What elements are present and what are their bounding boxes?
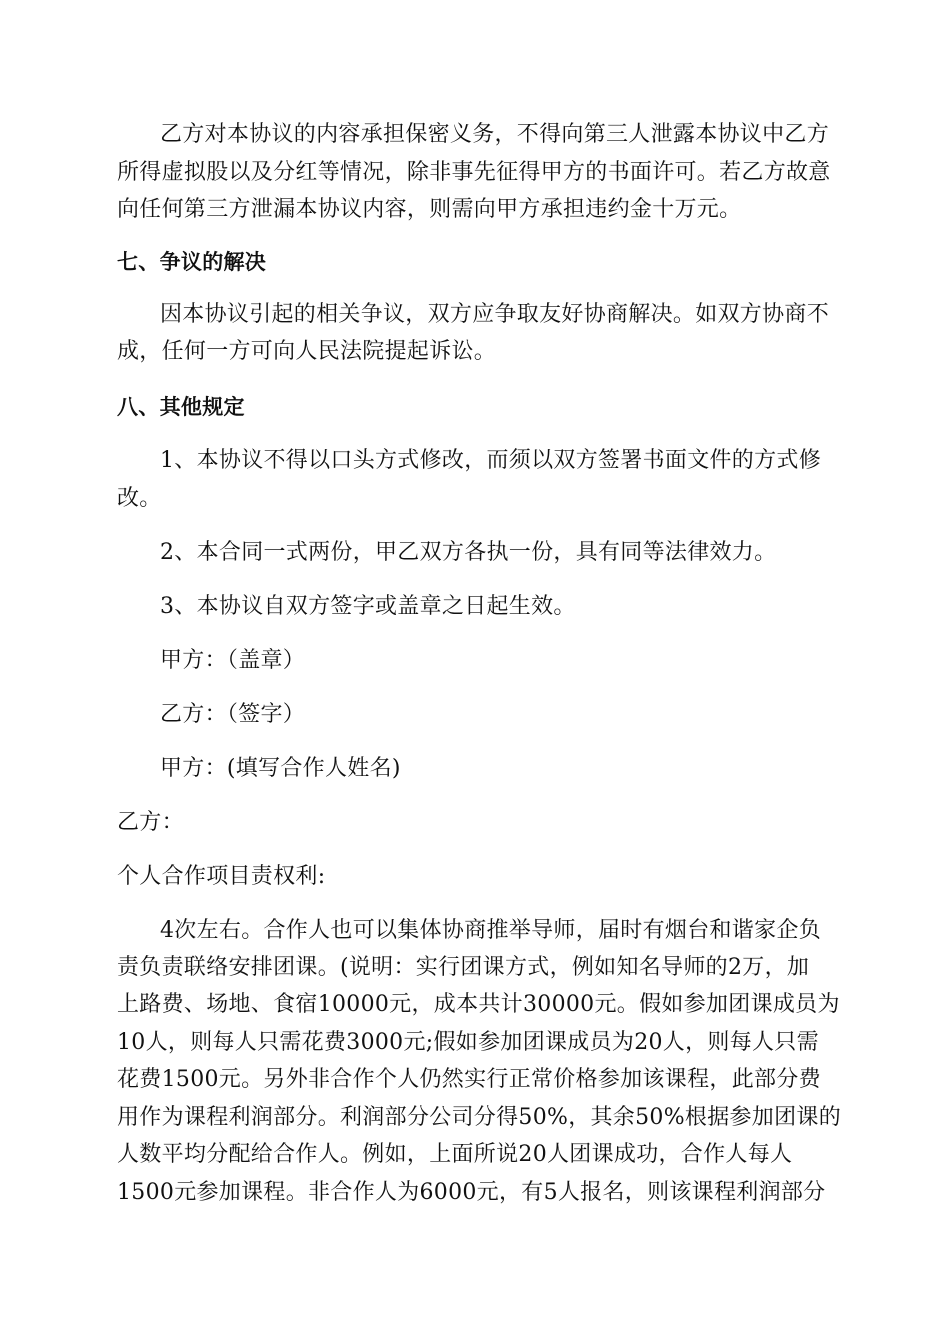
project-title: 个人合作项目责权利: xyxy=(117,864,326,889)
section-8-item-2: 2、本合同一式两份，甲乙双方各执一份，具有同等法律效力。 xyxy=(160,540,777,565)
project-line-8: 1500元参加课程。非合作人为6000元，有5人报名，则该课程利润部分 xyxy=(117,1180,826,1205)
section-7-line-2: 成，任何一方可向人民法院提起诉讼。 xyxy=(117,339,497,364)
party-a-name: 甲方：(填写合作人姓名) xyxy=(160,756,401,781)
section-8-heading: 八、其他规定 xyxy=(117,395,245,419)
project-line-5: 花费1500元。另外非合作个人仍然实行正常价格参加该课程，此部分费 xyxy=(117,1067,821,1092)
party-a-seal: 甲方：（盖章） xyxy=(160,648,306,673)
project-line-2: 责负责联络安排团课。(说明：实行团课方式，例如知名导师的2万，加 xyxy=(117,955,810,980)
project-line-4: 10人，则每人只需花费3000元;假如参加团课成员为20人，则每人只需 xyxy=(117,1030,819,1055)
section-8-item-3: 3、本协议自双方签字或盖章之日起生效。 xyxy=(160,594,576,619)
section-8-item-1-line-2: 改。 xyxy=(117,486,162,511)
party-b-label: 乙方： xyxy=(117,810,184,835)
project-line-7: 人数平均分配给合作人。例如，上面所说20人团课成功，合作人每人 xyxy=(117,1142,793,1167)
section-8-item-1-line-1: 1、本协议不得以口头方式修改，而须以双方签署书面文件的方式修 xyxy=(160,448,821,473)
party-b-sign: 乙方：（签字） xyxy=(160,702,306,727)
confidentiality-line-1: 乙方对本协议的内容承担保密义务，不得向第三人泄露本协议中乙方 xyxy=(160,122,830,147)
confidentiality-line-3: 向任何第三方泄漏本协议内容，则需向甲方承担违约金十万元。 xyxy=(117,197,742,222)
project-line-1: 4次左右。合作人也可以集体协商推举导师，届时有烟台和谐家企负 xyxy=(160,918,821,943)
confidentiality-line-2: 所得虚拟股以及分红等情况，除非事先征得甲方的书面许可。若乙方故意 xyxy=(117,160,831,185)
project-line-6: 用作为课程利润部分。利润部分公司分得50%，其余50%根据参加团课的 xyxy=(117,1105,841,1130)
project-line-3: 上路费、场地、食宿10000元，成本共计30000元。假如参加团课成员为 xyxy=(117,992,840,1017)
section-7-heading: 七、争议的解决 xyxy=(117,250,267,274)
section-7-line-1: 因本协议引起的相关争议，双方应争取友好协商解决。如双方协商不 xyxy=(160,302,830,327)
